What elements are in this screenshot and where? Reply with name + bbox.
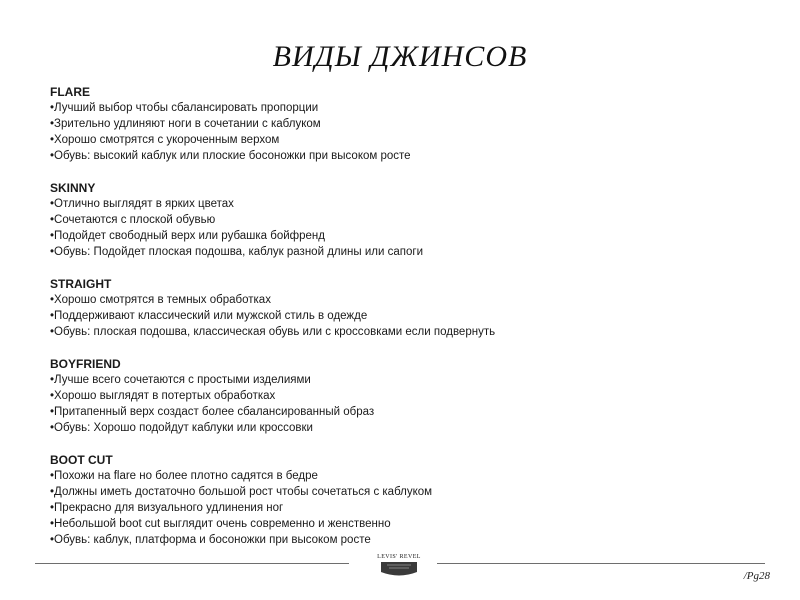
section-skinny xyxy=(50,180,750,260)
bullet-item: • Хорошо смотрятся в темных обработках xyxy=(50,292,750,308)
bullet-item: • Хорошо выглядят в потертых обработках xyxy=(50,388,750,404)
section-boyfriend xyxy=(50,356,750,436)
bullet-item: • Сочетаются с плоской обувью xyxy=(50,212,750,228)
bullet-item: • Лучше всего сочетаются с простыми изделиями xyxy=(50,372,750,388)
page-number: /Pg28 xyxy=(743,570,770,582)
bullet-item: • Обувь: Хорошо подойдут каблуки или кроссовки xyxy=(50,420,750,436)
footer-divider-left xyxy=(35,563,349,564)
bullet-item: • Обувь: Подойдет плоская подошва, каблук разной длины или сапоги xyxy=(50,244,750,260)
bullet-item: • Поддерживают классический или мужской стиль в одежде xyxy=(50,308,750,324)
section-heading: FLARE xyxy=(50,85,90,99)
section-heading: SKINNY xyxy=(50,181,96,195)
bullet-item: • Подойдет свободный верх или рубашка бойфренд xyxy=(50,228,750,244)
logo-text: LEVIS' REVEL xyxy=(377,554,421,560)
brand-logo xyxy=(372,554,426,580)
section-heading: BOOT CUT xyxy=(50,453,113,467)
content-body xyxy=(50,84,750,564)
page-title: ВИДЫ ДЖИНСОВ xyxy=(272,40,528,73)
bullet-item: • Должны иметь достаточно большой рост чтобы сочетаться с каблуком xyxy=(50,484,750,500)
levis-tab-icon xyxy=(379,562,419,578)
bullet-item: • Прекрасно для визуального удлинения ног xyxy=(50,500,750,516)
section-heading: BOYFRIEND xyxy=(50,357,121,371)
bullet-item: • Зрительно удлиняют ноги в сочетании с каблуком xyxy=(50,116,750,132)
bullet-item: • Небольшой boot cut выглядит очень современно и женственно xyxy=(50,516,750,532)
bullet-item: • Похожи на flare но более плотно садятся в бедре xyxy=(50,468,750,484)
bullet-item: • Притапенный верх создаст более сбалансированный образ xyxy=(50,404,750,420)
bullet-item: • Хорошо смотрятся с укороченным верхом xyxy=(50,132,750,148)
bullet-item: • Лучший выбор чтобы сбалансировать пропорции xyxy=(50,100,750,116)
section-boot-cut xyxy=(50,452,750,548)
footer-divider-right xyxy=(437,563,765,564)
section-straight xyxy=(50,276,750,340)
bullet-item: • Обувь: высокий каблук или плоские босоножки при высоком росте xyxy=(50,148,750,164)
section-flare xyxy=(50,84,750,164)
bullet-item: • Обувь: каблук, платформа и босоножки при высоком росте xyxy=(50,532,750,548)
bullet-item: • Обувь: плоская подошва, классическая обувь или с кроссовками если подвернуть xyxy=(50,324,750,340)
bullet-item: • Отлично выглядят в ярких цветах xyxy=(50,196,750,212)
section-heading: STRAIGHT xyxy=(50,277,112,291)
